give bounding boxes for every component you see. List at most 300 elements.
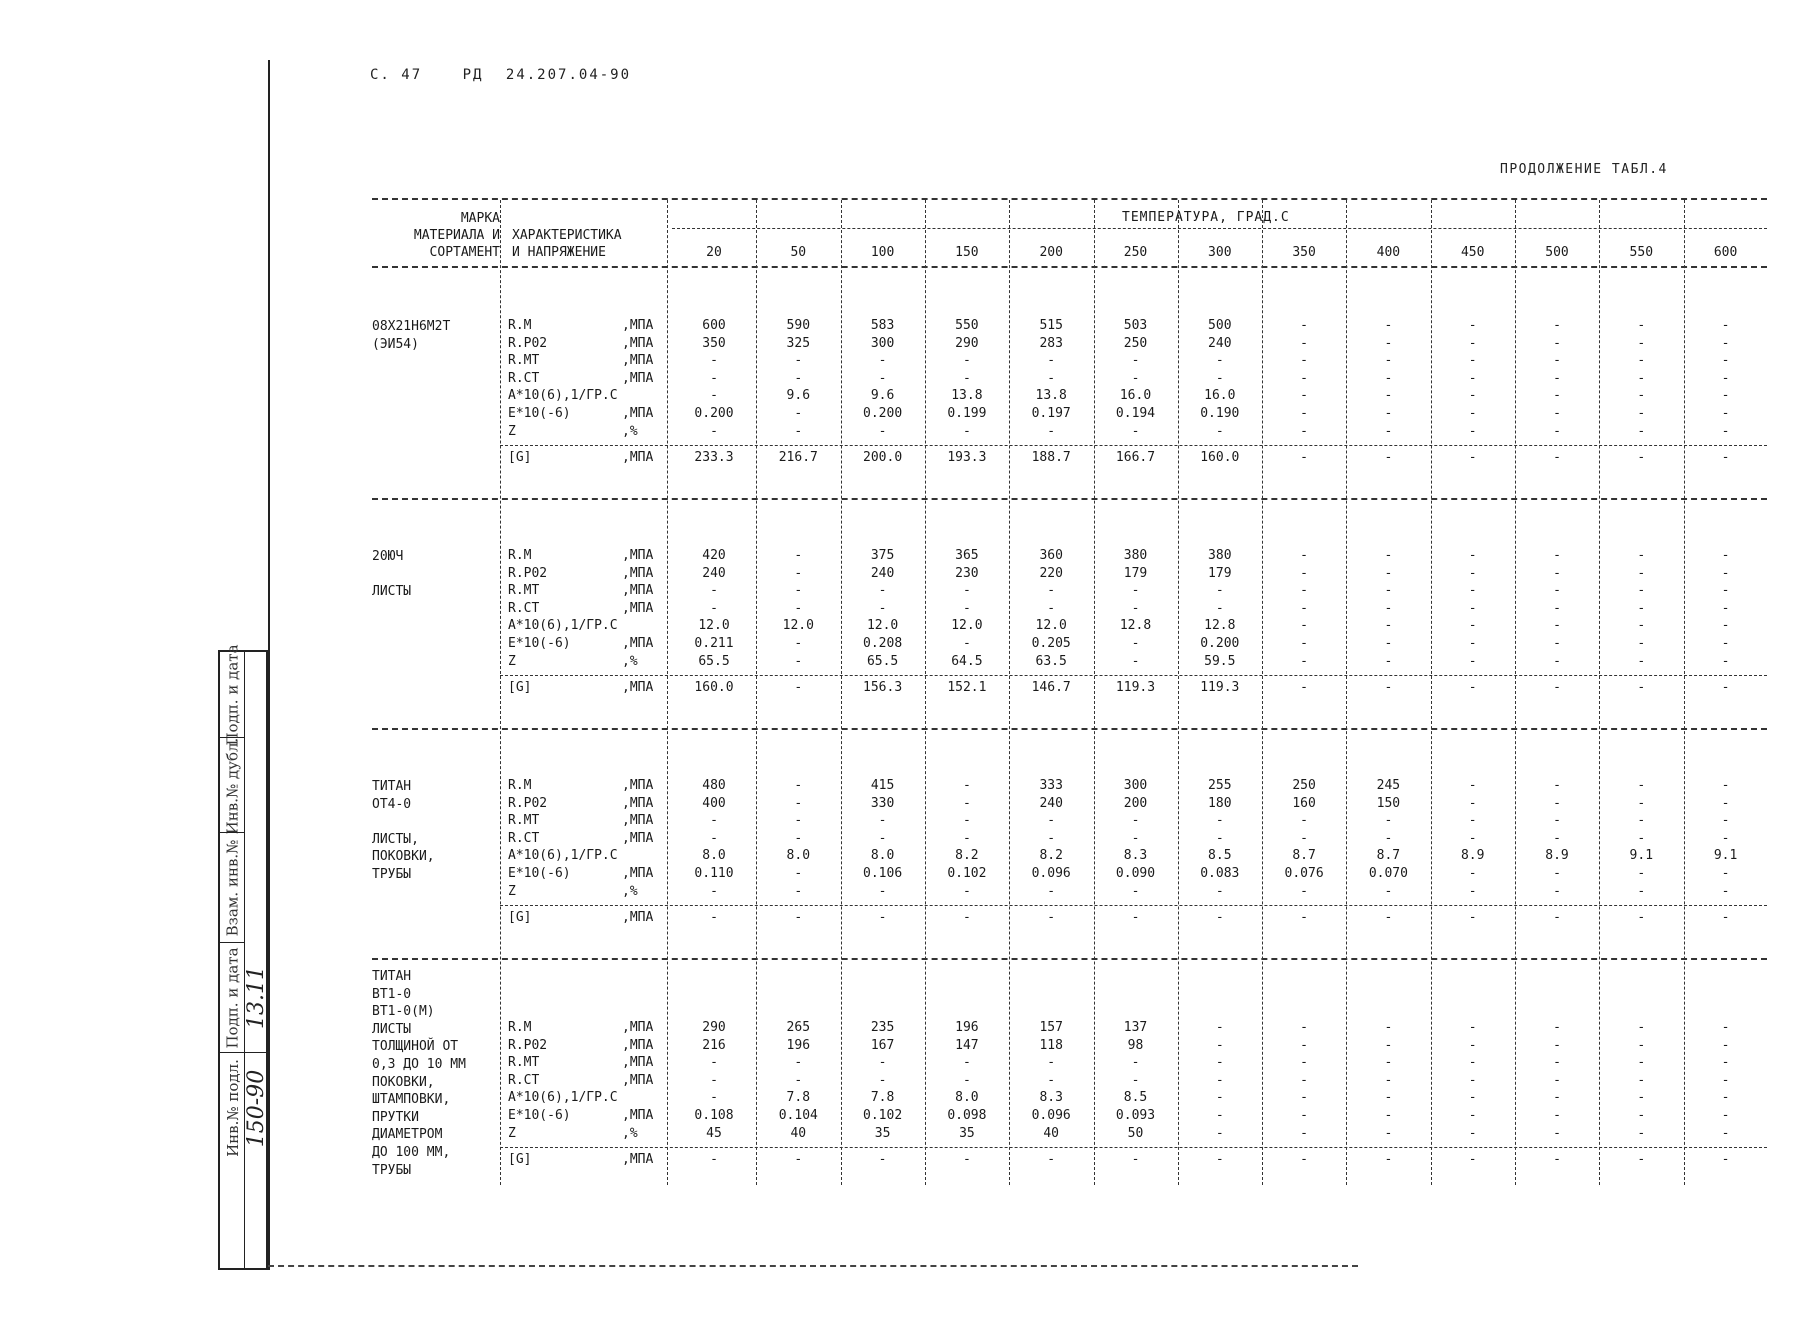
value-cell: 290 <box>702 1020 726 1035</box>
property-label: A*10(6),1/ГР.С <box>508 848 618 864</box>
value-cell: 157 <box>1039 1020 1063 1035</box>
value-cell: - <box>1215 1108 1224 1123</box>
value-cell: - <box>1637 1125 1646 1141</box>
value-cell: - <box>1637 795 1646 811</box>
value-cell: 0.104 <box>778 1108 818 1123</box>
value-cell: - <box>1384 583 1393 599</box>
value-cell: - <box>1384 335 1393 351</box>
stamp-cell-date-1 <box>220 942 245 1053</box>
property-row <box>372 318 1767 336</box>
value-cell: 400 <box>702 795 726 811</box>
property-label: R.CT <box>508 830 540 846</box>
value-cell: - <box>1553 1090 1561 1106</box>
value-cell: - <box>1215 423 1224 439</box>
value-cell: - <box>794 1072 803 1088</box>
value-cell: - <box>1384 883 1393 899</box>
g-row-rule <box>500 675 1767 676</box>
g-row-rule <box>500 1147 1767 1148</box>
value-cell: - <box>710 353 718 369</box>
value-cell: - <box>1721 600 1730 616</box>
value-cell: - <box>1300 565 1308 581</box>
value-cell: 365 <box>955 548 979 563</box>
value-cell: - <box>1468 318 1477 333</box>
property-row <box>372 353 1767 371</box>
value-cell: - <box>710 423 718 439</box>
value-cell: - <box>1300 370 1308 386</box>
value-cell: - <box>1300 1020 1308 1035</box>
value-cell: - <box>1553 795 1561 811</box>
temperature-header-300: 300 <box>1208 245 1232 260</box>
property-unit: ,МПА <box>622 353 654 369</box>
value-cell: - <box>1300 1125 1308 1141</box>
value-cell: - <box>794 910 803 926</box>
value-cell: - <box>1553 565 1561 581</box>
value-cell: - <box>1300 618 1308 634</box>
value-cell: 119.3 <box>1200 680 1240 696</box>
value-cell: - <box>1468 353 1477 369</box>
property-unit: ,МПА <box>622 910 654 926</box>
value-cell: - <box>1468 388 1477 404</box>
material-name-line: ШТАМПОВКИ, <box>372 1092 451 1108</box>
value-cell: - <box>1637 680 1646 696</box>
value-cell: 0.098 <box>947 1108 987 1123</box>
value-cell: 265 <box>786 1020 811 1035</box>
value-cell: 0.199 <box>947 406 987 421</box>
value-cell: - <box>1300 406 1308 421</box>
value-cell: - <box>1637 910 1646 926</box>
property-label: R.M <box>508 548 532 563</box>
temperature-header-350: 350 <box>1292 245 1316 260</box>
value-cell: - <box>1384 423 1393 439</box>
value-cell: - <box>710 1090 718 1106</box>
g-row-rule <box>500 905 1767 906</box>
value-cell: - <box>710 1152 718 1168</box>
value-cell: 0.102 <box>863 1108 903 1123</box>
value-cell: - <box>1721 1072 1730 1088</box>
value-cell: 188.7 <box>1031 450 1071 466</box>
material-block <box>372 268 1767 498</box>
value-cell: 9.6 <box>786 388 811 404</box>
value-cell: 63.5 <box>1035 653 1067 669</box>
property-label: [G] <box>508 1152 532 1168</box>
value-cell: - <box>1553 813 1561 829</box>
header-material-line-2: МАТЕРИАЛА И <box>413 228 500 243</box>
property-unit: ,% <box>622 1125 638 1141</box>
value-cell: - <box>1637 830 1646 846</box>
value-cell: 8.2 <box>955 848 979 864</box>
value-cell: - <box>1131 1152 1140 1168</box>
value-cell: - <box>1553 910 1561 926</box>
value-cell: - <box>1637 548 1646 563</box>
stamp-cell-date-2 <box>220 643 245 746</box>
material-name-line: ТОЛЩИНОЙ ОТ <box>372 1039 459 1055</box>
value-cell: - <box>1468 600 1477 616</box>
value-cell: - <box>1131 600 1140 616</box>
value-cell: 216.7 <box>778 450 818 466</box>
value-cell: 180 <box>1208 795 1232 811</box>
value-cell: - <box>794 866 803 881</box>
value-cell: - <box>710 1072 718 1088</box>
value-cell: - <box>1468 883 1477 899</box>
value-cell: - <box>1384 910 1393 926</box>
value-cell: - <box>794 1055 803 1071</box>
property-unit: ,МПА <box>622 600 654 616</box>
value-cell: 235 <box>870 1020 895 1035</box>
value-cell: 35 <box>959 1125 975 1141</box>
value-cell: - <box>1131 636 1140 651</box>
property-label: R.CT <box>508 370 540 386</box>
value-cell: 300 <box>1123 778 1148 793</box>
value-cell: - <box>1215 1037 1224 1053</box>
page-number: С. 47 <box>370 67 423 83</box>
table-top-rule <box>372 198 1767 200</box>
value-cell: 13.8 <box>951 388 983 404</box>
value-cell: - <box>1637 1108 1646 1123</box>
value-cell: - <box>1468 1125 1477 1141</box>
value-cell: - <box>1047 830 1056 846</box>
value-cell: 8.3 <box>1039 1090 1063 1106</box>
value-cell: 250 <box>1123 335 1148 351</box>
value-cell: - <box>794 778 803 793</box>
bottom-border-line <box>268 1265 1358 1267</box>
value-cell: 152.1 <box>947 680 987 696</box>
value-cell: - <box>1215 830 1224 846</box>
header-char-spacer <box>512 210 622 227</box>
value-cell: - <box>1300 450 1308 466</box>
property-label: R.M <box>508 318 532 333</box>
value-cell: - <box>1553 1020 1561 1035</box>
value-cell: - <box>1553 636 1561 651</box>
value-cell: - <box>1637 636 1646 651</box>
value-cell: - <box>1468 813 1477 829</box>
value-cell: - <box>1721 318 1730 333</box>
property-unit: ,МПА <box>622 370 654 386</box>
property-label: R.P02 <box>508 565 548 581</box>
property-row <box>372 406 1767 424</box>
value-cell: - <box>710 1055 718 1071</box>
value-cell: - <box>1553 450 1561 466</box>
temperature-header-50: 50 <box>790 245 807 260</box>
value-cell: - <box>1721 1037 1730 1053</box>
value-cell: 360 <box>1039 548 1063 563</box>
material-name-line: ЛИСТЫ, <box>372 831 419 847</box>
property-unit: ,МПА <box>622 636 654 651</box>
value-cell: - <box>1384 370 1393 386</box>
value-cell: - <box>1384 680 1393 696</box>
value-cell: - <box>794 353 803 369</box>
value-cell: - <box>1300 1072 1308 1088</box>
value-cell: - <box>1721 813 1730 829</box>
value-cell: - <box>878 883 887 899</box>
property-row <box>372 618 1767 636</box>
property-label: R.P02 <box>508 335 548 351</box>
material-name-line: ВТ1-0 <box>372 986 412 1002</box>
value-cell: 65.5 <box>698 653 730 669</box>
value-cell: 160.0 <box>1200 450 1240 466</box>
g-row-rule <box>500 445 1767 446</box>
value-cell: - <box>1468 795 1477 811</box>
value-cell: - <box>1637 388 1646 404</box>
value-cell: - <box>1047 813 1056 829</box>
value-cell: - <box>1300 423 1308 439</box>
value-cell: - <box>1637 883 1646 899</box>
value-cell: - <box>1553 548 1561 563</box>
value-cell: - <box>794 406 803 421</box>
property-row <box>372 848 1767 866</box>
value-cell: 550 <box>955 318 979 333</box>
stamp-label-sign-date-1: Подп. и дата <box>223 947 242 1049</box>
value-cell: - <box>1468 1152 1477 1168</box>
value-cell: - <box>1637 583 1646 599</box>
value-cell: 583 <box>870 318 895 333</box>
value-cell: - <box>1300 1037 1308 1053</box>
value-cell: 8.2 <box>1039 848 1063 864</box>
value-cell: - <box>1553 618 1561 634</box>
material-name-line: ЛИСТЫ <box>372 1021 412 1037</box>
value-cell: 375 <box>870 548 895 563</box>
value-cell: 300 <box>870 335 895 351</box>
value-cell: - <box>1553 1108 1561 1123</box>
value-cell: - <box>794 813 803 829</box>
property-label: [G] <box>508 450 532 466</box>
property-label: [G] <box>508 910 532 926</box>
table-continuation-title: ПРОДОЛЖЕНИЕ ТАБЛ.4 <box>1500 162 1668 177</box>
value-cell: - <box>1468 778 1477 793</box>
value-cell: - <box>1637 618 1646 634</box>
value-cell: 0.070 <box>1368 866 1408 881</box>
temperature-header-200: 200 <box>1039 245 1063 260</box>
value-cell: - <box>1468 618 1477 634</box>
value-cell: - <box>1468 1090 1477 1106</box>
property-label: E*10(-6) <box>508 636 571 651</box>
value-cell: - <box>1384 1072 1393 1088</box>
property-row <box>372 548 1767 566</box>
header-material-line-3: СОРТАМЕНТ <box>429 245 500 260</box>
property-unit: ,% <box>622 883 638 899</box>
value-cell: - <box>1721 1090 1730 1106</box>
property-row <box>372 654 1767 672</box>
value-cell: - <box>962 600 971 616</box>
value-cell: 12.0 <box>1035 618 1067 634</box>
value-cell: - <box>1384 813 1393 829</box>
value-cell: 118 <box>1039 1037 1063 1053</box>
value-cell: - <box>794 636 803 651</box>
value-cell: - <box>1047 370 1056 386</box>
value-cell: - <box>1047 353 1056 369</box>
value-cell: - <box>1637 1037 1646 1053</box>
value-cell: 283 <box>1039 335 1063 351</box>
column-separator <box>1262 200 1263 1185</box>
value-cell: - <box>962 636 971 651</box>
temperature-header-250: 250 <box>1123 245 1148 260</box>
value-cell: - <box>1300 910 1308 926</box>
column-separator <box>925 200 926 1185</box>
stamp-cell-dup <box>220 737 245 833</box>
value-cell: - <box>1553 778 1561 793</box>
value-cell: 0.106 <box>863 866 903 881</box>
value-cell: 8.7 <box>1292 848 1316 864</box>
allowable-stress-row <box>372 680 1767 698</box>
value-cell: - <box>1384 1152 1393 1168</box>
value-cell: - <box>1215 600 1224 616</box>
value-cell: 8.0 <box>702 848 726 864</box>
column-separator <box>1599 200 1600 1185</box>
value-cell: 8.0 <box>786 848 811 864</box>
value-cell: - <box>1131 813 1140 829</box>
value-cell: 35 <box>874 1125 891 1141</box>
property-unit: ,МПА <box>622 450 654 466</box>
material-name-line: ТРУБЫ <box>372 1162 412 1178</box>
property-unit: ,МПА <box>622 795 654 811</box>
property-label: R.P02 <box>508 795 548 811</box>
stamp-inv-cell <box>245 1052 268 1163</box>
property-row <box>372 1055 1767 1073</box>
material-name-line: ТРУБЫ <box>372 867 412 882</box>
value-cell: - <box>1131 910 1140 926</box>
material-name-line: 0,3 ДО 10 ММ <box>372 1057 466 1072</box>
value-cell: 12.0 <box>782 618 814 634</box>
value-cell: 0.200 <box>694 406 734 421</box>
value-cell: - <box>962 795 971 811</box>
property-label: Z <box>508 653 516 669</box>
value-cell: 503 <box>1123 318 1148 333</box>
stamp-date-cell <box>245 942 268 1052</box>
value-cell: - <box>1721 548 1730 563</box>
value-cell: - <box>710 600 718 616</box>
value-cell: - <box>1637 335 1646 351</box>
column-separator <box>667 200 668 1185</box>
value-cell: - <box>962 910 971 926</box>
value-cell: - <box>710 583 718 599</box>
value-cell: - <box>1721 583 1730 599</box>
value-cell: - <box>1215 1055 1224 1071</box>
value-cell: - <box>878 353 887 369</box>
material-name-line: ТИТАН <box>372 969 412 984</box>
value-cell: - <box>1637 318 1646 333</box>
value-cell: - <box>1300 318 1308 333</box>
value-cell: - <box>1721 450 1730 466</box>
property-row <box>372 566 1767 584</box>
material-name-line: ДИАМЕТРОМ <box>372 1127 443 1143</box>
property-row <box>372 601 1767 619</box>
value-cell: 240 <box>702 565 726 581</box>
value-cell: - <box>1215 1090 1224 1106</box>
value-cell: - <box>1300 1108 1308 1123</box>
value-cell: - <box>1637 406 1646 421</box>
value-cell: - <box>1553 318 1561 333</box>
value-cell: 40 <box>1043 1125 1060 1141</box>
value-cell: - <box>1553 406 1561 421</box>
value-cell: - <box>1131 883 1140 899</box>
value-cell: - <box>1047 1055 1056 1071</box>
property-label: R.CT <box>508 600 540 616</box>
value-cell: - <box>1468 1055 1477 1071</box>
header-material <box>372 210 500 261</box>
value-cell: - <box>1553 335 1561 351</box>
value-cell: 380 <box>1208 548 1232 563</box>
value-cell: - <box>1721 830 1730 846</box>
property-row <box>372 778 1767 796</box>
value-cell: 59.5 <box>1204 653 1236 669</box>
value-cell: 245 <box>1376 778 1401 793</box>
value-cell: 8.9 <box>1460 848 1485 864</box>
property-unit: ,МПА <box>622 1037 654 1053</box>
stamp-label-dup-inv: Инв.№ дубл. <box>223 737 242 834</box>
value-cell: 333 <box>1039 778 1063 793</box>
value-cell: - <box>1637 866 1646 881</box>
value-cell: - <box>1131 1072 1140 1088</box>
value-cell: - <box>794 423 803 439</box>
value-cell: - <box>962 1152 971 1168</box>
value-cell: - <box>962 583 971 599</box>
value-cell: - <box>710 830 718 846</box>
property-unit: ,МПА <box>622 335 654 351</box>
value-cell: - <box>1047 910 1056 926</box>
value-cell: - <box>1384 1055 1393 1071</box>
value-cell: - <box>1721 1125 1730 1141</box>
temperature-header-20: 20 <box>706 245 722 260</box>
value-cell: - <box>1215 1020 1224 1035</box>
value-cell: 0.083 <box>1200 866 1240 881</box>
value-cell: - <box>1215 370 1224 386</box>
value-cell: - <box>1721 778 1730 793</box>
value-cell: - <box>1215 583 1224 599</box>
temperature-header-150: 150 <box>955 245 979 260</box>
value-cell: - <box>1215 1072 1224 1088</box>
value-cell: - <box>1384 548 1393 563</box>
value-cell: - <box>1131 423 1140 439</box>
value-cell: 166.7 <box>1115 450 1156 466</box>
temperature-header-400: 400 <box>1376 245 1401 260</box>
value-cell: 590 <box>786 318 811 333</box>
property-unit: ,МПА <box>622 680 654 696</box>
property-row <box>372 866 1767 884</box>
value-cell: 193.3 <box>947 450 987 466</box>
value-cell: - <box>1468 335 1477 351</box>
value-cell: - <box>878 830 887 846</box>
material-name-line: ЛИСТЫ <box>372 584 412 600</box>
value-cell: - <box>1384 353 1393 369</box>
value-cell: - <box>794 370 803 386</box>
value-cell: - <box>1131 1055 1140 1071</box>
value-cell: - <box>1384 653 1393 669</box>
value-cell: 240 <box>1039 795 1063 811</box>
value-cell: - <box>1215 910 1224 926</box>
material-name-line: ПОКОВКИ, <box>372 849 435 865</box>
value-cell: 0.090 <box>1115 866 1156 881</box>
value-cell: - <box>1721 795 1730 811</box>
property-row <box>372 831 1767 849</box>
value-cell: 380 <box>1123 548 1148 563</box>
registration-stamp <box>218 643 270 1270</box>
property-label: R.MT <box>508 813 540 829</box>
property-label: E*10(-6) <box>508 1108 571 1123</box>
value-cell: - <box>1468 1020 1477 1035</box>
value-cell: - <box>1300 883 1308 899</box>
value-cell: - <box>1637 370 1646 386</box>
value-cell: - <box>1468 450 1477 466</box>
value-cell: - <box>1721 335 1730 351</box>
value-cell: 255 <box>1208 778 1232 793</box>
document-code-header <box>370 67 661 83</box>
value-cell: - <box>878 1152 887 1168</box>
value-cell: - <box>710 910 718 926</box>
value-cell: 240 <box>1208 335 1232 351</box>
value-cell: - <box>1300 548 1308 563</box>
value-cell: - <box>1637 1055 1646 1071</box>
value-cell: - <box>1300 600 1308 616</box>
value-cell: - <box>1468 830 1477 846</box>
